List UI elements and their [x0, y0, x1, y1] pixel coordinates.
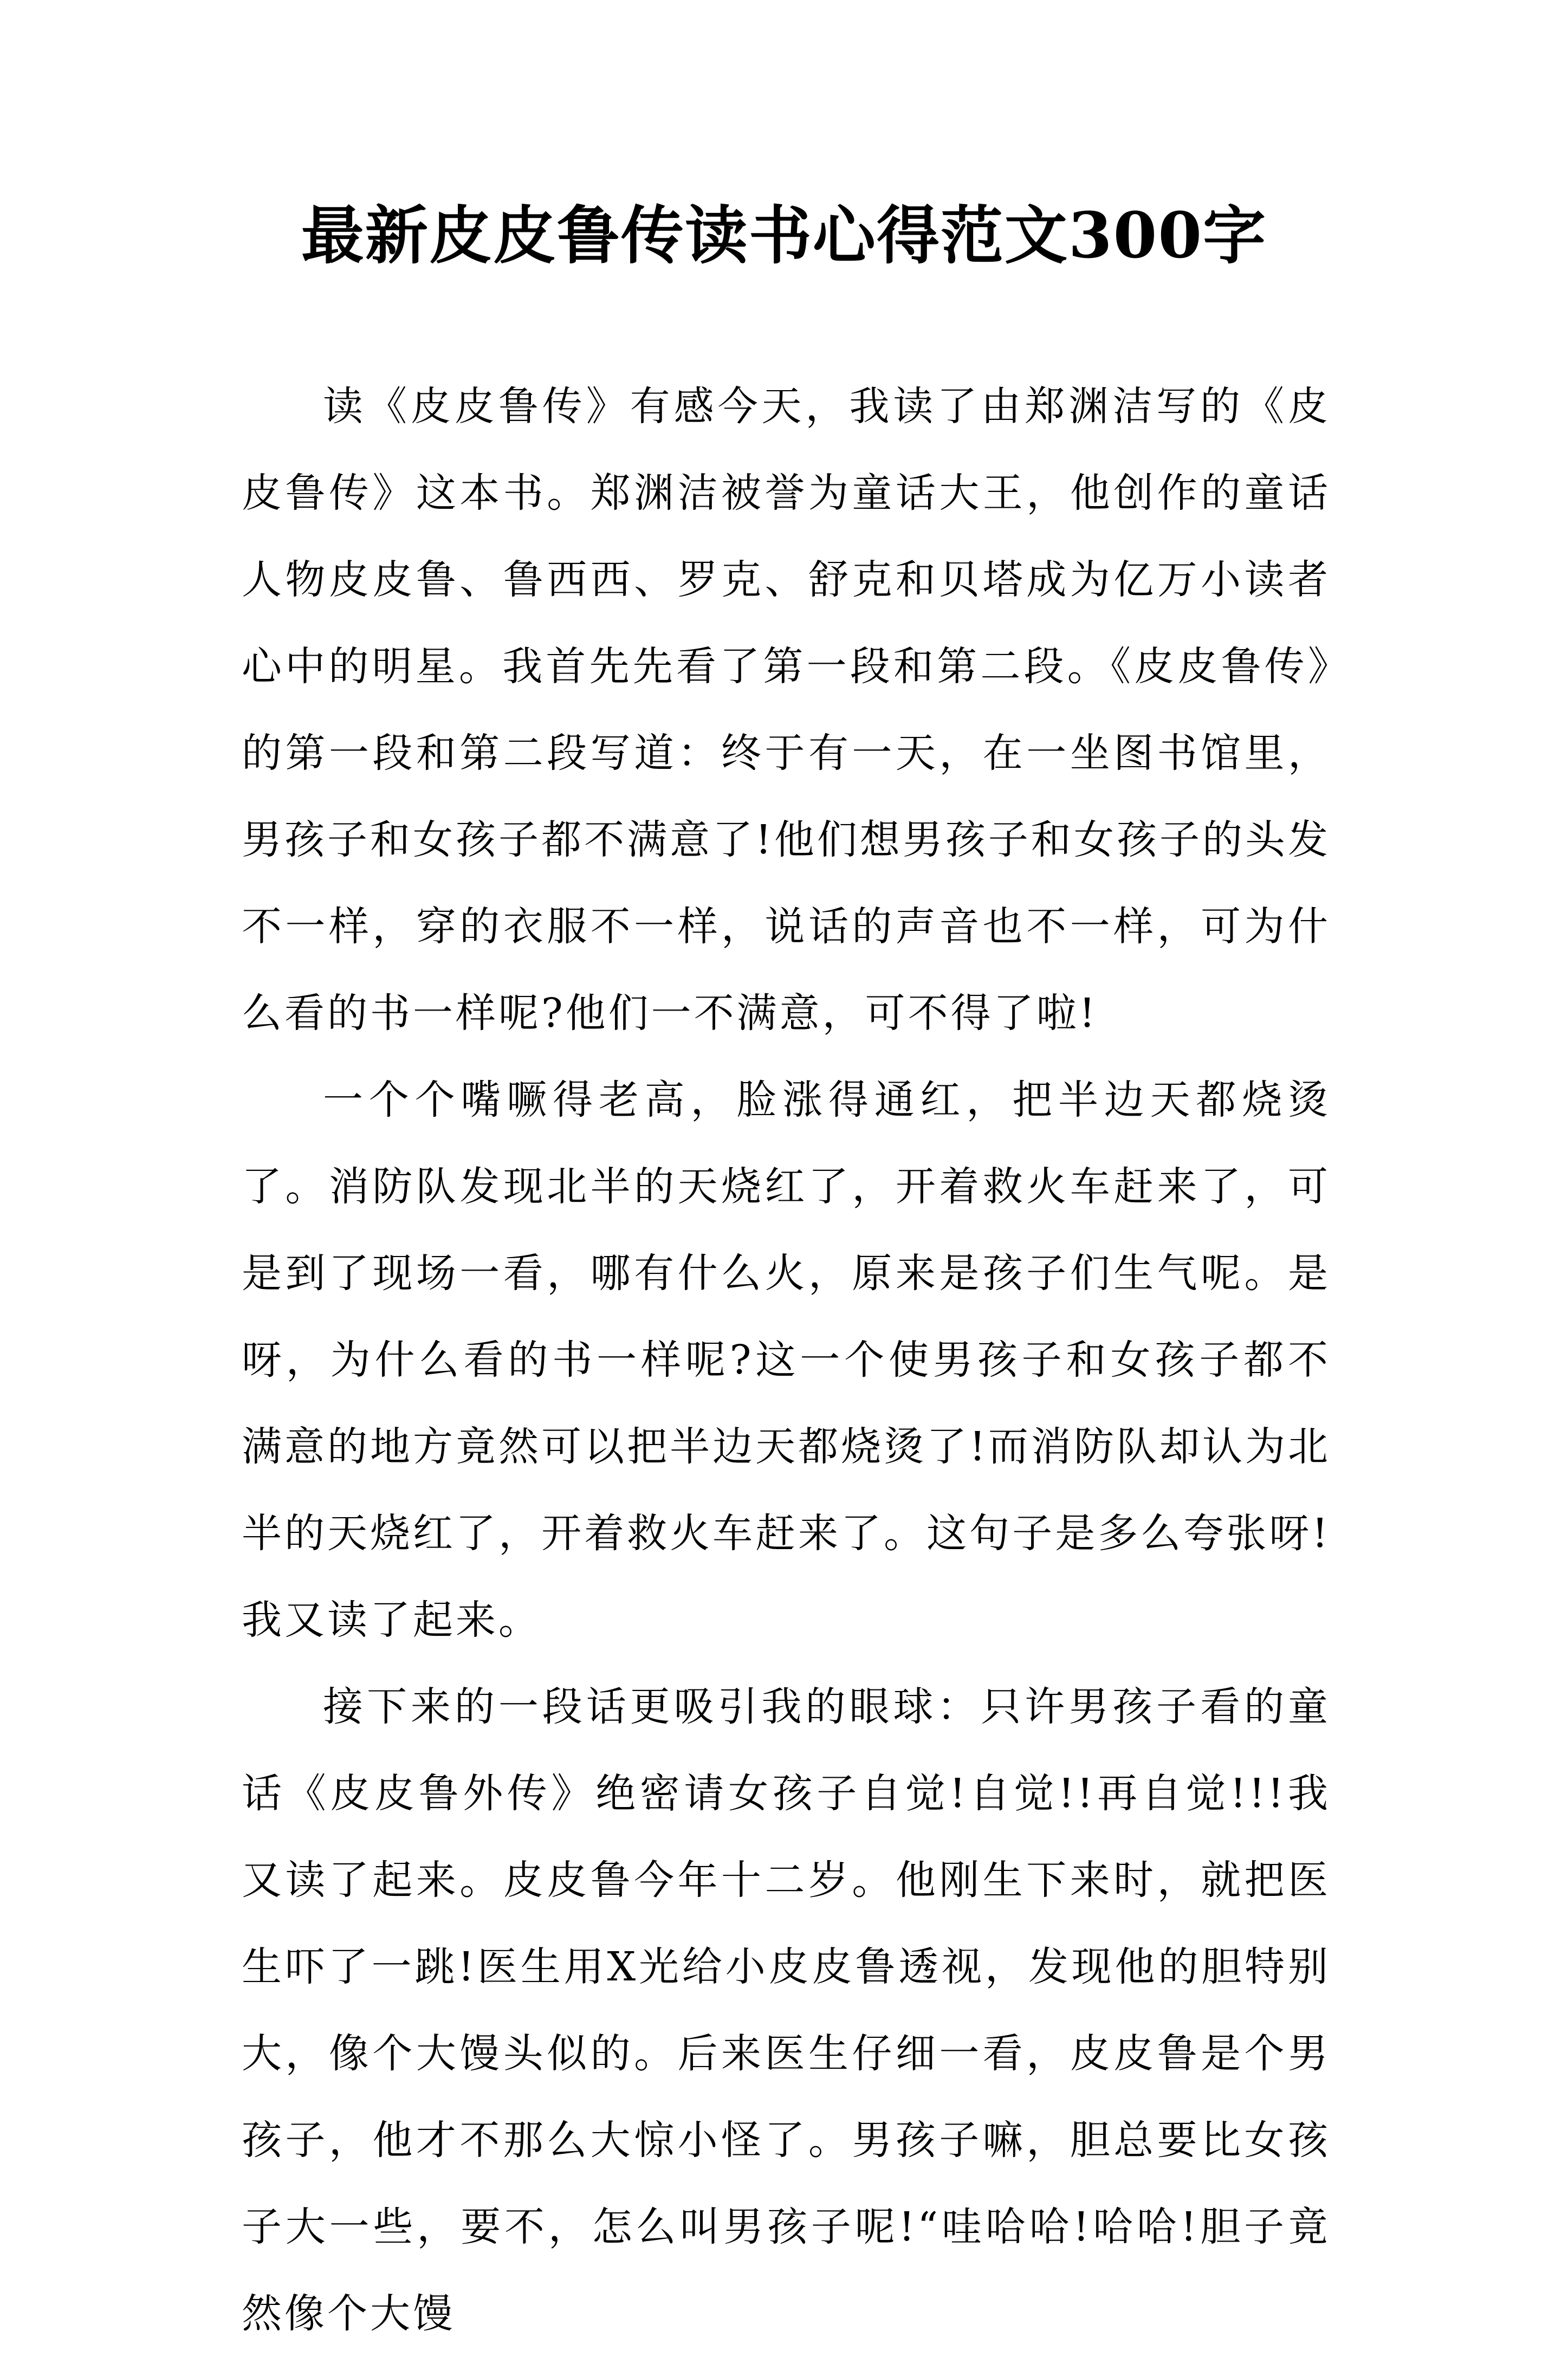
document-body — [242, 363, 1331, 2357]
paragraph-2: 一个个嘴噘得老高，脸涨得通红，把半边天都烧烫了。消防队发现北半的天烧红了，开着救火车赶来了，可是到了现场一看，哪有什么火，原来是孩子们生气呢。是呀，为什么看的书一样呢?这一个使男孩子和女孩子都不满意的地方竟然可以把半边天都烧烫了!而消防队却认为北半的天烧红了，开着救火车赶来了。这句子是多么夸张呀!我又读了起来。 — [242, 1077, 1331, 1643]
paragraph-3: 接下来的一段话更吸引我的眼球：只许男孩子看的童话《皮皮鲁外传》绝密请女孩子自觉!自觉!!再自觉!!!我又读了起来。皮皮鲁今年十二岁。他刚生下来时，就把医生吓了一跳!医生用X光给小皮皮鲁透视，发现他的胆特别大，像个大馒头似的。后来医生仔细一看，皮皮鲁是个男孩子，他才不那么大惊小怪了。男孩子嘛，胆总要比女孩子大一些，要不，怎么叫男孩子呢!“哇哈哈!哈哈!胆子竟然像个大馒 — [242, 1683, 1331, 2337]
document-title: 最新皮皮鲁传读书心得范文300字 — [301, 199, 1267, 273]
paragraph-1: 读《皮皮鲁传》有感今天，我读了由郑渊洁写的《皮皮鲁传》这本书。郑渊洁被誉为童话大王，他创作的童话人物皮皮鲁、鲁西西、罗克、舒克和贝塔成为亿万小读者心中的明星。我首先先看了第一段和第二段。《皮皮鲁传》的第一段和第二段写道：终于有一天，在一坐图书馆里，男孩子和女孩子都不满意了!他们想男孩子和女孩子的头发不一样，穿的衣服不一样，说话的声音也不一样，可为什么看的书一样呢?他们一不满意，可不得了啦! — [242, 383, 1331, 1037]
